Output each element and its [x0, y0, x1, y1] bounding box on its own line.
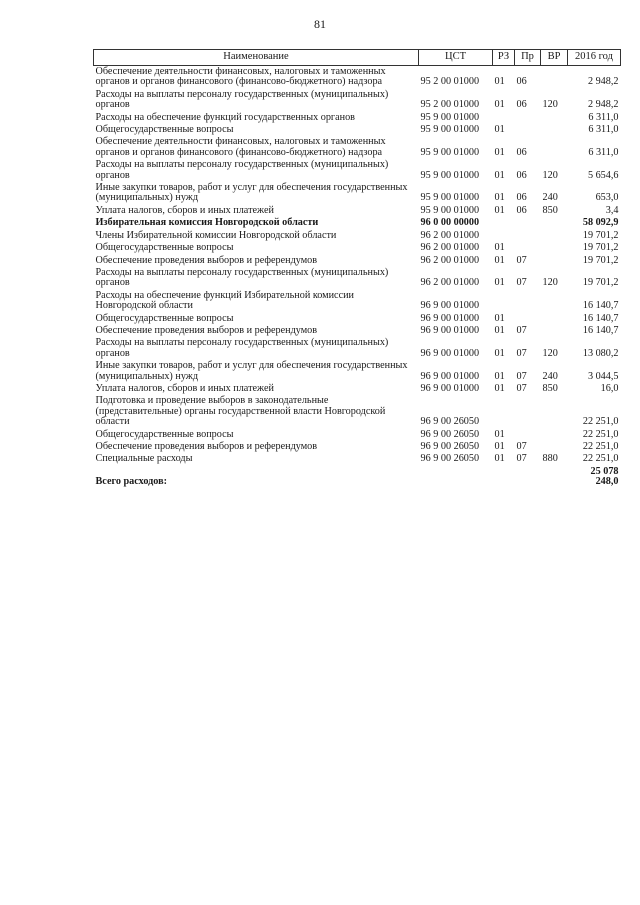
table-row — [94, 136, 621, 159]
cell-cst: 96 9 00 26050 — [420, 416, 480, 428]
table-row — [94, 313, 621, 325]
cell-amount: 22 251,0 — [582, 428, 619, 440]
cell-rz: 01 — [494, 242, 505, 254]
cell-amount: 22 251,0 — [582, 453, 619, 465]
column-header-cst: ЦСТ — [419, 50, 493, 66]
cell-vr: 120 — [542, 99, 558, 111]
cell-name: Расходы на выплаты персоналу государственных (муниципальных) органов — [95, 266, 389, 289]
cell-pr — [515, 242, 541, 254]
table-row — [94, 230, 621, 242]
table-row — [94, 466, 621, 489]
cell-pr: 07 — [516, 453, 527, 465]
cell-cst: 95 9 00 01000 — [420, 192, 480, 204]
cell-cst: 96 9 00 26050 — [420, 453, 480, 465]
cell-name: Обеспечение деятельности финансовых, налоговых и таможенных органов и органов финансового (финансово-бюджетного) надзора — [95, 136, 386, 158]
cell-vr — [541, 255, 568, 267]
cell-pr — [515, 230, 541, 242]
cell-pr — [515, 217, 541, 229]
cell-name: Обеспечение деятельности финансовых, налоговых и таможенных органов и органов финансового (финансово-бюджетного) надзора — [95, 66, 386, 88]
cell-vr — [541, 466, 568, 489]
cell-amount: 16,0 — [600, 382, 619, 394]
cell-name: Расходы на обеспечение функций Избирательной комиссии Новгородской области — [95, 289, 354, 312]
cell-name: Иные закупки товаров, работ и услуг для обеспечения государственных (муниципальных) нужд — [95, 360, 408, 382]
cell-amount: 653,0 — [595, 192, 619, 204]
cell-vr — [541, 66, 568, 89]
cell-amount: 16 140,7 — [582, 312, 619, 324]
cell-pr: 06 — [516, 192, 527, 204]
cell-amount: 13 080,2 — [582, 347, 619, 359]
cell-cst: 96 9 00 01000 — [420, 370, 480, 382]
cell-amount: 6 311,0 — [588, 146, 619, 158]
cell-rz: 01 — [494, 441, 505, 452]
cell-amount: 22 251,0 — [582, 441, 619, 452]
cell-cst: 96 9 00 26050 — [420, 428, 480, 440]
cell-rz: 01 — [494, 204, 505, 216]
cell-cst: 96 2 00 01000 — [420, 277, 480, 289]
budget-table — [93, 49, 621, 489]
cell-rz: 01 — [494, 382, 505, 394]
table-row — [94, 429, 621, 441]
table-row — [94, 383, 621, 395]
cell-name: Общегосударственные вопросы — [95, 124, 234, 136]
cell-vr — [541, 230, 568, 242]
cell-cst: 96 9 00 26050 — [420, 441, 480, 452]
cell-rz — [493, 466, 515, 489]
cell-pr: 06 — [516, 76, 527, 88]
cell-rz: 01 — [494, 324, 505, 336]
cell-amount: 19 701,2 — [582, 229, 619, 241]
table-row — [94, 112, 621, 124]
cell-cst: 95 9 00 01000 — [420, 146, 480, 158]
cell-amount: 16 140,7 — [582, 300, 619, 312]
column-header-name: Наименование — [94, 50, 419, 66]
cell-vr: 850 — [542, 204, 558, 216]
cell-pr — [515, 466, 541, 489]
column-header-rz: РЗ — [493, 50, 515, 66]
cell-amount: 5 654,6 — [587, 169, 619, 181]
cell-rz: 01 — [494, 312, 505, 324]
cell-amount: 3,4 — [605, 204, 619, 216]
cell-amount: 3 044,5 — [587, 370, 619, 382]
table-row — [94, 217, 621, 229]
cell-vr: 240 — [542, 192, 558, 204]
cell-vr — [541, 313, 568, 325]
cell-name: Общегосударственные вопросы — [95, 312, 234, 324]
cell-rz: 01 — [494, 347, 505, 359]
cell-vr — [541, 290, 568, 313]
table-row — [94, 453, 621, 465]
table-body — [94, 66, 621, 489]
cell-rz: 01 — [494, 99, 505, 111]
cell-pr: 07 — [516, 254, 527, 266]
column-header-pr: Пр — [515, 50, 541, 66]
cell-name: Расходы на выплаты персоналу государственных (муниципальных) органов — [95, 337, 389, 359]
cell-amount: 22 251,0 — [582, 416, 619, 428]
cell-vr: 120 — [542, 169, 558, 181]
cell-vr — [541, 136, 568, 159]
cell-name: Расходы на выплаты персоналу государственных (муниципальных) органов — [95, 159, 389, 181]
cell-amount: 6 311,0 — [588, 124, 619, 136]
cell-rz: 01 — [494, 370, 505, 382]
cell-cst: 96 2 00 01000 — [420, 242, 480, 254]
table-header — [94, 50, 621, 66]
cell-pr: 06 — [516, 169, 527, 181]
cell-vr — [541, 217, 568, 229]
cell-vr: 880 — [542, 453, 558, 465]
table-row — [94, 337, 621, 360]
cell-name: Специальные расходы — [95, 453, 193, 465]
column-header-amount: 2016 год — [568, 50, 621, 66]
cell-name: Всего расходов: — [95, 476, 168, 488]
cell-amount: 2 948,2 — [587, 99, 619, 111]
cell-vr: 120 — [542, 347, 558, 359]
cell-rz: 01 — [494, 277, 505, 289]
page-number: 81 — [314, 17, 326, 31]
cell-amount: 58 092,9 — [582, 217, 619, 229]
table-row — [94, 205, 621, 217]
cell-name: Члены Избирательной комиссии Новгородской области — [95, 229, 337, 241]
cell-pr: 07 — [516, 324, 527, 336]
cell-vr — [541, 441, 568, 453]
table-row — [94, 325, 621, 337]
cell-pr: 06 — [516, 204, 527, 216]
cell-pr: 07 — [516, 441, 527, 452]
cell-cst: 96 0 00 00000 — [420, 217, 480, 229]
cell-vr: 850 — [542, 382, 558, 394]
cell-name: Обеспечение проведения выборов и референдумов — [95, 324, 318, 336]
cell-pr: 07 — [516, 382, 527, 394]
cell-amount: 19 701,2 — [582, 242, 619, 254]
cell-cst: 96 2 00 01000 — [420, 229, 480, 241]
cell-rz: 01 — [494, 192, 505, 204]
cell-rz: 01 — [494, 254, 505, 266]
cell-cst: 95 9 00 01000 — [420, 124, 480, 136]
cell-pr — [515, 395, 541, 428]
cell-name: Расходы на обеспечение функций государственных органов — [95, 111, 355, 123]
cell-cst: 96 9 00 01000 — [420, 312, 480, 324]
cell-cst: 95 2 00 01000 — [420, 99, 480, 111]
column-header-vr: ВР — [541, 50, 568, 66]
cell-rz: 01 — [494, 428, 505, 440]
cell-cst: 96 9 00 01000 — [420, 324, 480, 336]
table-row — [94, 124, 621, 136]
cell-rz — [493, 112, 515, 124]
cell-pr: 06 — [516, 146, 527, 158]
cell-cst: 95 2 00 01000 — [420, 76, 480, 88]
table-row — [94, 441, 621, 453]
cell-cst — [419, 466, 493, 489]
cell-name: Уплата налогов, сборов и иных платежей — [95, 204, 274, 216]
cell-pr — [515, 313, 541, 325]
table-row — [94, 242, 621, 254]
cell-pr: 07 — [516, 370, 527, 382]
cell-pr — [515, 112, 541, 124]
table-row — [94, 290, 621, 313]
table-row — [94, 360, 621, 383]
cell-vr — [541, 124, 568, 136]
cell-rz — [493, 217, 515, 229]
cell-name: Общегосударственные вопросы — [95, 242, 234, 254]
cell-pr — [515, 429, 541, 441]
cell-rz — [493, 290, 515, 313]
cell-name: Уплата налогов, сборов и иных платежей — [95, 382, 274, 394]
cell-amount: 6 311,0 — [588, 111, 619, 123]
cell-cst: 96 9 00 01000 — [420, 347, 480, 359]
cell-name: Общегосударственные вопросы — [95, 428, 234, 440]
cell-rz: 01 — [494, 169, 505, 181]
cell-amount: 2 948,2 — [587, 76, 619, 88]
cell-vr — [541, 242, 568, 254]
cell-rz: 01 — [494, 124, 505, 136]
cell-cst: 95 9 00 01000 — [420, 204, 480, 216]
cell-rz: 01 — [494, 146, 505, 158]
cell-name: Обеспечение проведения выборов и референдумов — [95, 441, 318, 452]
cell-rz — [493, 230, 515, 242]
cell-pr — [515, 290, 541, 313]
table-row — [94, 182, 621, 205]
cell-amount: 19 701,2 — [582, 254, 619, 266]
cell-amount: 16 140,7 — [582, 324, 619, 336]
cell-cst: 96 9 00 01000 — [420, 382, 480, 394]
cell-pr: 06 — [516, 99, 527, 111]
cell-cst: 95 9 00 01000 — [420, 111, 480, 123]
cell-cst: 95 9 00 01000 — [420, 169, 480, 181]
table-row — [94, 159, 621, 182]
cell-vr: 240 — [542, 370, 558, 382]
table-row — [94, 66, 621, 89]
table-row — [94, 255, 621, 267]
table-row — [94, 395, 621, 428]
cell-name: Расходы на выплаты персоналу государственных (муниципальных) органов — [95, 88, 389, 111]
cell-vr — [541, 395, 568, 428]
cell-name: Подготовка и проведение выборов в законодательные (представительные) органы государственной власти Новгородской области — [95, 395, 386, 428]
cell-vr — [541, 429, 568, 441]
cell-pr — [515, 124, 541, 136]
cell-vr: 120 — [542, 277, 558, 289]
cell-pr: 07 — [516, 277, 527, 289]
cell-vr — [541, 325, 568, 337]
cell-vr — [541, 112, 568, 124]
table-row — [94, 89, 621, 112]
cell-rz: 01 — [494, 76, 505, 88]
cell-name: Иные закупки товаров, работ и услуг для обеспечения государственных (муниципальных) нужд — [95, 182, 408, 204]
cell-rz: 01 — [494, 453, 505, 465]
cell-name: Избирательная комиссия Новгородской области — [95, 217, 319, 229]
header-row — [94, 50, 621, 66]
cell-cst: 96 2 00 01000 — [420, 254, 480, 266]
cell-cst: 96 9 00 01000 — [420, 300, 480, 312]
cell-rz — [493, 395, 515, 428]
cell-name: Обеспечение проведения выборов и референдумов — [95, 254, 318, 266]
table-row — [94, 267, 621, 290]
cell-amount: 25 078 248,0 — [590, 465, 619, 488]
cell-amount: 19 701,2 — [582, 277, 619, 289]
cell-pr: 07 — [516, 347, 527, 359]
